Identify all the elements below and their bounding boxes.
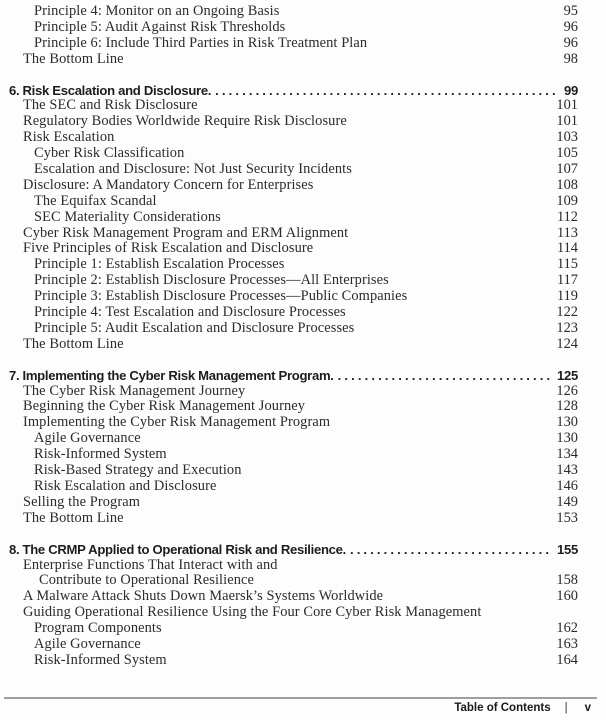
- toc-entry-title: Principle 1: Establish Escalation Processes: [34, 256, 285, 273]
- toc-entry-title: Guiding Operational Resilience Using the Four Core Cyber Risk Management: [23, 604, 482, 621]
- toc-entry[interactable]: [9, 130, 578, 146]
- toc-entry-page: 164: [556, 651, 578, 668]
- toc-entry-title: Risk-Based Strategy and Execution: [34, 462, 242, 479]
- toc-entry[interactable]: [9, 399, 578, 415]
- toc-entry-page: 98: [563, 50, 578, 67]
- toc-entry-title: Risk Escalation and Disclosure: [34, 477, 217, 494]
- footer-page-number: v: [584, 702, 591, 714]
- toc-entry[interactable]: [9, 573, 578, 589]
- toc-entry[interactable]: [9, 542, 578, 558]
- toc-entry-title: Risk Escalation and Disclosure.: [22, 82, 212, 98]
- toc-entry-page: 153: [556, 509, 578, 526]
- footer-section-label: Table of Contents: [454, 702, 551, 714]
- toc-entry[interactable]: [9, 178, 578, 194]
- toc-entry[interactable]: [9, 162, 578, 178]
- toc-entry-page: 117: [556, 272, 578, 289]
- toc-entry[interactable]: [9, 621, 578, 637]
- toc-entry-title: A Malware Attack Shuts Down Maersk’s Systems Worldwide: [23, 588, 384, 605]
- chapter-number: 7.: [9, 367, 20, 383]
- chapter-number: 6.: [9, 82, 20, 98]
- toc-entry[interactable]: [9, 146, 578, 162]
- toc-entry-page: 96: [563, 18, 578, 35]
- toc-entry[interactable]: [9, 384, 578, 400]
- toc-entry-page: 162: [556, 620, 578, 637]
- toc-entry[interactable]: [9, 653, 578, 669]
- toc-entry-title: The Equifax Scandal: [34, 192, 157, 209]
- toc-entry-page: 105: [556, 145, 578, 162]
- toc-entry-title: Cyber Risk Management Program and ERM Alignment: [23, 224, 349, 241]
- toc-entry-title: The Bottom Line: [23, 509, 124, 526]
- toc-entry[interactable]: [9, 447, 578, 463]
- toc-entry-title: The CRMP Applied to Operational Risk and Resilience.: [22, 541, 346, 557]
- chapter-number: 8.: [9, 541, 20, 557]
- dot-leader: [338, 368, 552, 384]
- toc-entry[interactable]: [9, 98, 578, 114]
- toc-entry-page: 126: [556, 382, 578, 399]
- toc-entry-page: 113: [556, 224, 578, 241]
- toc-entry-title: Principle 3: Establish Disclosure Processes—Public Companies: [34, 288, 408, 305]
- toc-entry-page: 114: [556, 240, 578, 257]
- toc-entry[interactable]: [9, 368, 578, 384]
- toc-entry-page: 112: [556, 208, 578, 225]
- toc-entry-page: 130: [556, 414, 578, 431]
- toc-entry-title: SEC Materiality Considerations: [34, 208, 221, 225]
- toc-entry[interactable]: [9, 321, 578, 337]
- toc-entry-page: 107: [556, 161, 578, 178]
- toc-entry[interactable]: [9, 637, 578, 653]
- toc-entry-page: 160: [556, 588, 578, 605]
- toc-entry-title: Principle 4: Monitor on an Ongoing Basis: [34, 3, 280, 19]
- toc-entry-title: Contribute to Operational Resilience: [39, 572, 255, 589]
- toc-entry-page: 108: [556, 176, 578, 193]
- toc-entry-title: Implementing the Cyber Risk Management Program: [23, 414, 331, 431]
- toc-entry-title: Five Principles of Risk Escalation and Disclosure: [23, 240, 314, 257]
- toc-entry-page: 103: [556, 129, 578, 146]
- toc-entry-page: 101: [556, 113, 578, 130]
- footer-rule: [4, 697, 597, 699]
- toc-entry-page: 109: [556, 192, 578, 209]
- toc-entry[interactable]: [9, 36, 578, 52]
- toc-entry-title: Agile Governance: [34, 635, 141, 652]
- toc-entry-page: 122: [556, 304, 578, 321]
- toc-entry[interactable]: [9, 289, 578, 305]
- toc-entry-title: The SEC and Risk Disclosure: [23, 97, 198, 114]
- toc-entry-page: 101: [556, 97, 578, 114]
- footer-separator: |: [564, 702, 568, 714]
- toc-entry-title: Principle 6: Include Third Parties in Risk Treatment Plan: [34, 34, 368, 51]
- toc-entry-title: Regulatory Bodies Worldwide Require Risk Disclosure: [23, 113, 347, 130]
- toc-entry-page: 95: [563, 3, 578, 19]
- toc-entry[interactable]: [9, 589, 578, 605]
- toc-entry-page: 124: [556, 335, 578, 352]
- toc-entry-title: Disclosure: A Mandatory Concern for Enterprises: [23, 176, 314, 193]
- toc-entry[interactable]: [9, 415, 578, 431]
- toc-entry-page: 134: [556, 446, 578, 463]
- toc-entry[interactable]: [9, 4, 578, 20]
- toc-entry[interactable]: [9, 210, 578, 226]
- toc-entry-page: 143: [556, 462, 578, 479]
- toc-entry-page: 125: [557, 367, 578, 383]
- toc-entry[interactable]: [9, 431, 578, 447]
- toc-entry-title: Principle 2: Establish Disclosure Processes—All Enterprises: [34, 272, 389, 289]
- toc-entry-page: 119: [556, 288, 578, 305]
- toc-entry-title: Implementing the Cyber Risk Management Program.: [22, 367, 334, 383]
- toc-entry[interactable]: [9, 20, 578, 36]
- toc-entry[interactable]: [9, 305, 578, 321]
- toc-entry[interactable]: [9, 226, 578, 242]
- toc-entry-page: 158: [556, 572, 578, 589]
- toc-entry-page: 130: [556, 430, 578, 447]
- toc-entry-title: Risk-Informed System: [34, 651, 167, 668]
- toc-entry[interactable]: [9, 114, 578, 130]
- toc-entry[interactable]: [9, 52, 578, 68]
- toc-entry[interactable]: [9, 241, 578, 257]
- toc-entry-title: Risk-Informed System: [34, 446, 167, 463]
- toc-entry-page: 155: [557, 541, 578, 557]
- toc-entry[interactable]: [9, 194, 578, 210]
- toc-entry[interactable]: [9, 83, 578, 99]
- toc-entry[interactable]: [9, 495, 578, 511]
- toc-entry-title: Cyber Risk Classification: [34, 145, 185, 162]
- toc-entry-title: Principle 4: Test Escalation and Disclosure Processes: [34, 304, 346, 321]
- toc-entry-page: 115: [556, 256, 578, 273]
- toc-entry-title: The Cyber Risk Management Journey: [23, 382, 246, 399]
- toc-entry[interactable]: [9, 337, 578, 353]
- toc-entry-title: The Bottom Line: [23, 50, 124, 67]
- toc-entry-title: Enterprise Functions That Interact with and: [23, 556, 278, 573]
- toc-entry-page: 96: [563, 34, 578, 51]
- toc-entry-title: Selling the Program: [23, 493, 141, 510]
- toc-entry-title: Principle 5: Audit Escalation and Disclosure Processes: [34, 319, 355, 336]
- toc-entry-page: 123: [556, 319, 578, 336]
- toc-entry-page: 128: [556, 398, 578, 415]
- toc-entry[interactable]: [9, 479, 578, 495]
- toc-entry[interactable]: [9, 257, 578, 273]
- toc-entry[interactable]: [9, 463, 578, 479]
- toc-entry[interactable]: [9, 558, 578, 574]
- footer-text: [454, 702, 591, 714]
- toc-entry-title: Escalation and Disclosure: Not Just Security Incidents: [34, 161, 352, 178]
- toc-entry[interactable]: [9, 273, 578, 289]
- toc-list: [9, 4, 578, 669]
- dot-leader: [350, 542, 552, 558]
- toc-entry-page: 146: [556, 477, 578, 494]
- toc-entry-page: 163: [556, 635, 578, 652]
- toc-entry[interactable]: [9, 605, 578, 621]
- toc-entry-title: Program Components: [34, 620, 162, 637]
- toc-entry-page: 99: [564, 82, 578, 98]
- toc-entry-page: 149: [556, 493, 578, 510]
- toc-entry[interactable]: [9, 511, 578, 527]
- toc-entry-title: The Bottom Line: [23, 335, 124, 352]
- toc-entry-title: Principle 5: Audit Against Risk Thresholds: [34, 18, 286, 35]
- toc-entry-title: Risk Escalation: [23, 129, 115, 146]
- toc-entry-title: Beginning the Cyber Risk Management Journey: [23, 398, 306, 415]
- toc-entry-title: Agile Governance: [34, 430, 141, 447]
- dot-leader: [215, 83, 559, 99]
